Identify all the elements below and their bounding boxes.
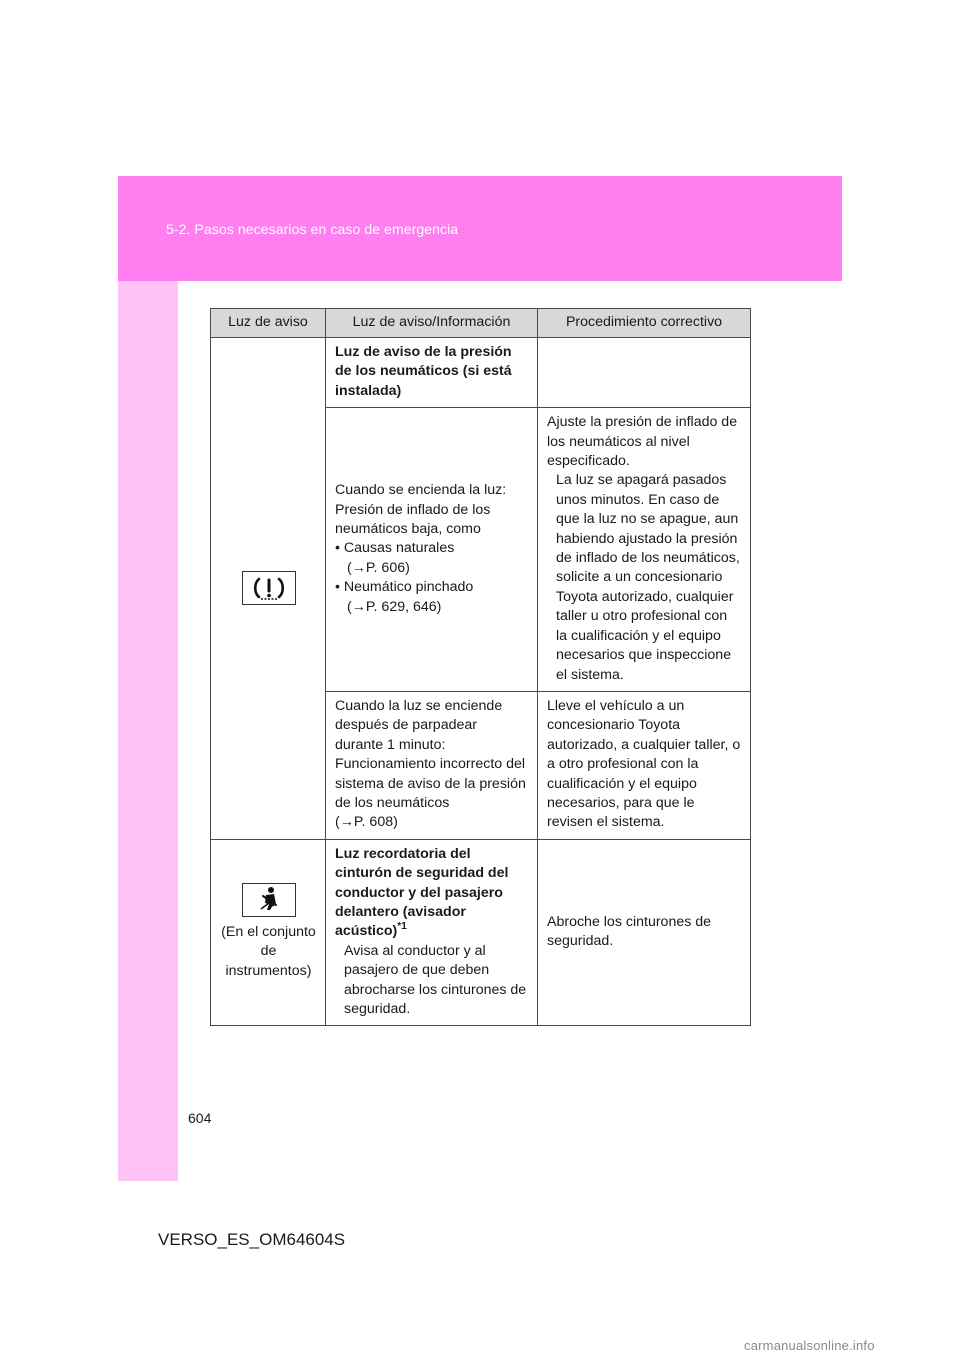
- seatbelt-title: Luz recordatoria del cinturón de seguridad del conductor y del pasajero delantero (avisador acústico)$^{*1}$: [335, 845, 509, 940]
- seatbelt-info: [326, 839, 538, 1026]
- reference-link: (→P. 629, 646): [347, 598, 442, 615]
- tire-pressure-icon-cell: [211, 338, 326, 840]
- watermark: carmanualsonline.info: [744, 1338, 875, 1353]
- table-row: [211, 839, 751, 1026]
- warning-light-table: [210, 308, 751, 1026]
- reference-link: (→P. 606): [347, 559, 410, 576]
- bullet-natural-causes: • Causas naturales: [335, 540, 455, 557]
- icon-caption: (En el conjunto de instrumentos): [221, 923, 316, 979]
- bullet-flat-tire: • Neumático pinchado: [335, 579, 474, 596]
- tire-pressure-procedure-2: [538, 691, 751, 839]
- seatbelt-procedure: [538, 839, 751, 1026]
- malfunction-procedure-text: Lleve el vehículo a un concesionario Toyota autorizado, a cualquier taller, o a otro profesional con la cualificación y el equipo necesarios, para que le revisen el sistema.: [547, 697, 741, 831]
- tire-pressure-procedure-1: [538, 408, 751, 692]
- tire-pressure-warning-icon: [242, 571, 296, 605]
- tire-pressure-info-1: [326, 408, 538, 692]
- seatbelt-procedure-text: Abroche los cinturones de seguridad.: [547, 913, 712, 950]
- seatbelt-reminder-icon: [242, 883, 296, 917]
- footnote-marker: *1: [397, 920, 407, 932]
- column-header-info: Luz de aviso/Información: [326, 309, 538, 338]
- document-code: VERSO_ES_OM64604S: [158, 1230, 346, 1249]
- procedure-detail-text: La luz se apagará pasados unos minutos. En caso de que la luz no se apague, aun habiendo ajustado la presión de inflado de los neumáticos, solicite a un concesionario Toyota autorizado, cualquier taller u otro profesional con la cualificación y el equipo necesarios que inspeccione el sistema.: [556, 472, 740, 683]
- procedure-lead-text: Ajuste la presión de inflado de los neumáticos al nivel especificado.: [547, 414, 738, 470]
- section-title: 5-2. Pasos necesarios en caso de emergencia: [166, 221, 459, 237]
- tire-pressure-info-2: [326, 691, 538, 839]
- table-header-row: [211, 309, 751, 338]
- seatbelt-detail: Avisa al conductor y al pasajero de que deben abrocharse los cinturones de seguridad.: [344, 942, 527, 1017]
- tire-pressure-title: Luz de aviso de la presión de los neumáticos (si está instalada): [326, 338, 538, 408]
- table-row: [211, 338, 751, 408]
- reference-link: (→P. 608): [335, 814, 398, 831]
- malfunction-info-text: Cuando la luz se enciende después de parpadear durante 1 minuto: Funcionamiento incorrecto del sistema de aviso de la presión de los neumáticos: [335, 697, 526, 811]
- column-header-procedure: Procedimiento correctivo: [538, 309, 751, 338]
- side-band: [118, 281, 178, 1181]
- seatbelt-icon-cell: [211, 839, 326, 1026]
- page-number: 604: [188, 1110, 212, 1126]
- info-lead-text: Cuando se encienda la luz: Presión de inflado de los neumáticos baja, como: [335, 482, 507, 537]
- column-header-warning-light: Luz de aviso: [211, 309, 326, 338]
- tire-pressure-title-procedure: [538, 338, 751, 408]
